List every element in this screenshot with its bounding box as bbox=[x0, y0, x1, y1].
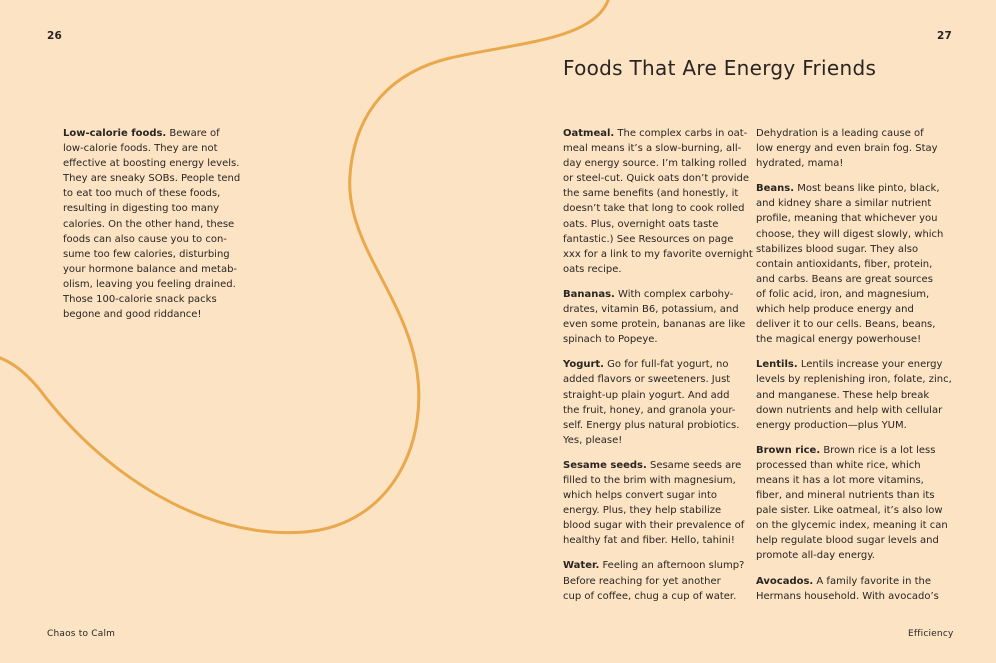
text-line: levels by replenishing iron, folate, zinc, bbox=[756, 374, 952, 386]
text-line: healthy fat and fiber. Hello, tahini! bbox=[563, 535, 735, 547]
text-line: low-calorie foods. They are not bbox=[63, 143, 218, 155]
right-footer-chapter-title: Efficiency bbox=[908, 629, 954, 639]
text-line: down nutrients and help with cellular bbox=[756, 404, 943, 416]
text-line: drates, vitamin B6, potassium, and bbox=[563, 304, 739, 316]
text-line: and carbs. Beans are great sources bbox=[756, 273, 933, 285]
food-term: Brown rice. bbox=[756, 444, 821, 456]
text-line: and manganese. These help break bbox=[756, 389, 930, 401]
food-entry-paragraph bbox=[756, 574, 940, 604]
food-term: Oatmeal. bbox=[563, 128, 615, 139]
text-line: added flavors or sweeteners. Just bbox=[563, 374, 731, 386]
right-page-column-2 bbox=[756, 126, 952, 614]
text-line: effective at boosting energy levels. bbox=[63, 158, 240, 170]
page-title: Foods That Are Energy Friends bbox=[563, 56, 877, 80]
text-line: of folic acid, iron, and magnesium, bbox=[756, 288, 930, 300]
text-line-rest: Lentils increase your energy bbox=[797, 359, 943, 371]
text-line: Dehydration is a leading cause of bbox=[756, 128, 924, 139]
text-line: means it has a lot more vitamins, bbox=[756, 474, 924, 486]
text-line: or steel-cut. Quick oats don’t provide bbox=[563, 173, 749, 185]
text-line: begone and good riddance! bbox=[63, 309, 202, 321]
food-entry-paragraph bbox=[756, 443, 948, 564]
food-entry-paragraph bbox=[563, 287, 747, 347]
text-line-rest: Brown rice is a lot less bbox=[820, 444, 936, 456]
text-line: your hormone balance and metab- bbox=[63, 263, 238, 275]
text-line: straight-up plain yogurt. And add bbox=[563, 389, 730, 401]
text-line-rest: A family favorite in the bbox=[813, 575, 932, 587]
text-line bbox=[756, 574, 940, 589]
text-line: meal means it’s a slow-burning, all- bbox=[563, 143, 742, 155]
text-line bbox=[563, 126, 747, 141]
text-line bbox=[756, 181, 940, 196]
text-line: spinach to Popeye. bbox=[563, 334, 658, 346]
text-line bbox=[563, 357, 747, 372]
text-line: doesn’t take that long to cook rolled bbox=[563, 203, 745, 215]
text-line: Yes, please! bbox=[563, 434, 623, 446]
left-footer-book-title: Chaos to Calm bbox=[47, 629, 116, 639]
right-page-column-1 bbox=[563, 126, 753, 614]
food-term: Water. bbox=[563, 560, 600, 572]
food-term: Yogurt. bbox=[563, 359, 604, 371]
text-line: contain antioxidants, fiber, protein, bbox=[756, 258, 933, 270]
text-line: help regulate blood sugar levels and bbox=[756, 535, 939, 547]
text-line: fiber, and mineral nutrients than its bbox=[756, 490, 935, 502]
text-line-rest: The complex carbs in oat- bbox=[614, 128, 748, 139]
food-entry-paragraph bbox=[756, 181, 944, 347]
food-entry-paragraph bbox=[563, 558, 747, 603]
text-line-rest: Beware of bbox=[166, 128, 220, 139]
text-line: Before reaching for yet another bbox=[563, 575, 721, 587]
text-line: sume too few calories, disturbing bbox=[63, 248, 230, 260]
text-line: deliver it to our cells. Beans, beans, bbox=[756, 319, 936, 331]
text-line: foods can also cause you to con- bbox=[63, 233, 227, 245]
text-line: stabilizes blood sugar. They also bbox=[756, 243, 919, 255]
text-line bbox=[563, 458, 747, 473]
food-term: Avocados. bbox=[756, 575, 814, 587]
text-line: energy production—plus YUM. bbox=[756, 419, 907, 431]
text-line: oats. Plus, overnight oats taste bbox=[563, 218, 719, 230]
text-line: pale sister. Like oatmeal, it’s also low bbox=[756, 505, 943, 517]
text-line: which help produce energy and bbox=[756, 304, 914, 316]
text-line: filled to the brim with magnesium, bbox=[563, 474, 736, 486]
text-line: self. Energy plus natural probiotics. bbox=[563, 419, 740, 431]
text-line: to eat too much of these foods, bbox=[63, 188, 221, 200]
food-entry-paragraph bbox=[756, 126, 940, 171]
text-line bbox=[563, 287, 747, 302]
text-line: the magical energy powerhouse! bbox=[756, 334, 922, 346]
text-line: profile, meaning that whichever you bbox=[756, 213, 938, 225]
text-line: olism, leaving you feeling drained. bbox=[63, 278, 236, 290]
text-line: calories. On the other hand, these bbox=[63, 218, 235, 230]
text-line-rest: Feeling an afternoon slump? bbox=[599, 560, 745, 572]
right-page-number: 27 bbox=[937, 30, 953, 42]
text-line: oats recipe. bbox=[563, 263, 622, 275]
food-term: Lentils. bbox=[756, 359, 798, 371]
text-line-rest: With complex carbohy- bbox=[614, 288, 734, 300]
food-term: Bananas. bbox=[563, 288, 615, 300]
text-line: on the glycemic index, meaning it can bbox=[756, 520, 948, 532]
text-line: and kidney share a similar nutrient bbox=[756, 198, 932, 210]
text-line: the fruit, honey, and granola your- bbox=[563, 404, 736, 416]
text-line: They are sneaky SOBs. People tend bbox=[63, 173, 241, 185]
left-page-number: 26 bbox=[47, 30, 63, 42]
text-line: which helps convert sugar into bbox=[563, 490, 718, 502]
food-entry-paragraph bbox=[756, 357, 952, 432]
text-line: choose, they will digest slowly, which bbox=[756, 228, 944, 240]
text-line-rest: Most beans like pinto, black, bbox=[794, 183, 940, 195]
text-line: cup of coffee, chug a cup of water. bbox=[563, 590, 737, 602]
text-line: promote all-day energy. bbox=[756, 550, 875, 562]
text-line: even some protein, bananas are like bbox=[563, 319, 746, 331]
text-line: processed than white rice, which bbox=[756, 459, 921, 471]
text-line: Those 100-calorie snack packs bbox=[63, 294, 217, 306]
text-line: day energy source. I’m talking rolled bbox=[563, 158, 747, 170]
text-line: xxx for a link to my favorite overnight bbox=[563, 248, 753, 260]
text-line: resulting in digesting too many bbox=[63, 203, 220, 215]
text-line: hydrated, mama! bbox=[756, 158, 844, 170]
food-entry-paragraph bbox=[563, 357, 747, 448]
food-entry-paragraph bbox=[63, 126, 245, 322]
text-line: blood sugar with their prevalence of bbox=[563, 520, 745, 532]
text-line: fantastic.) See Resources on page bbox=[563, 233, 734, 245]
text-line bbox=[756, 443, 940, 458]
text-line: Hermans household. With avocado’s bbox=[756, 590, 939, 602]
text-line-rest: Go for full-fat yogurt, no bbox=[603, 359, 729, 371]
food-entry-paragraph bbox=[563, 458, 747, 549]
text-line-rest: Sesame seeds are bbox=[646, 459, 742, 471]
food-term: Sesame seeds. bbox=[563, 459, 647, 471]
left-page-body bbox=[63, 126, 245, 332]
text-line bbox=[756, 357, 943, 372]
text-line: the same benefits (and honestly, it bbox=[563, 188, 739, 200]
text-line bbox=[563, 558, 747, 573]
text-line: energy. Plus, they help stabilize bbox=[563, 505, 722, 517]
food-entry-paragraph bbox=[563, 126, 753, 277]
food-term: Beans. bbox=[756, 183, 795, 195]
text-line: low energy and even brain fog. Stay bbox=[756, 143, 938, 155]
food-term: Low-calorie foods. bbox=[63, 128, 167, 139]
text-line bbox=[63, 126, 245, 141]
